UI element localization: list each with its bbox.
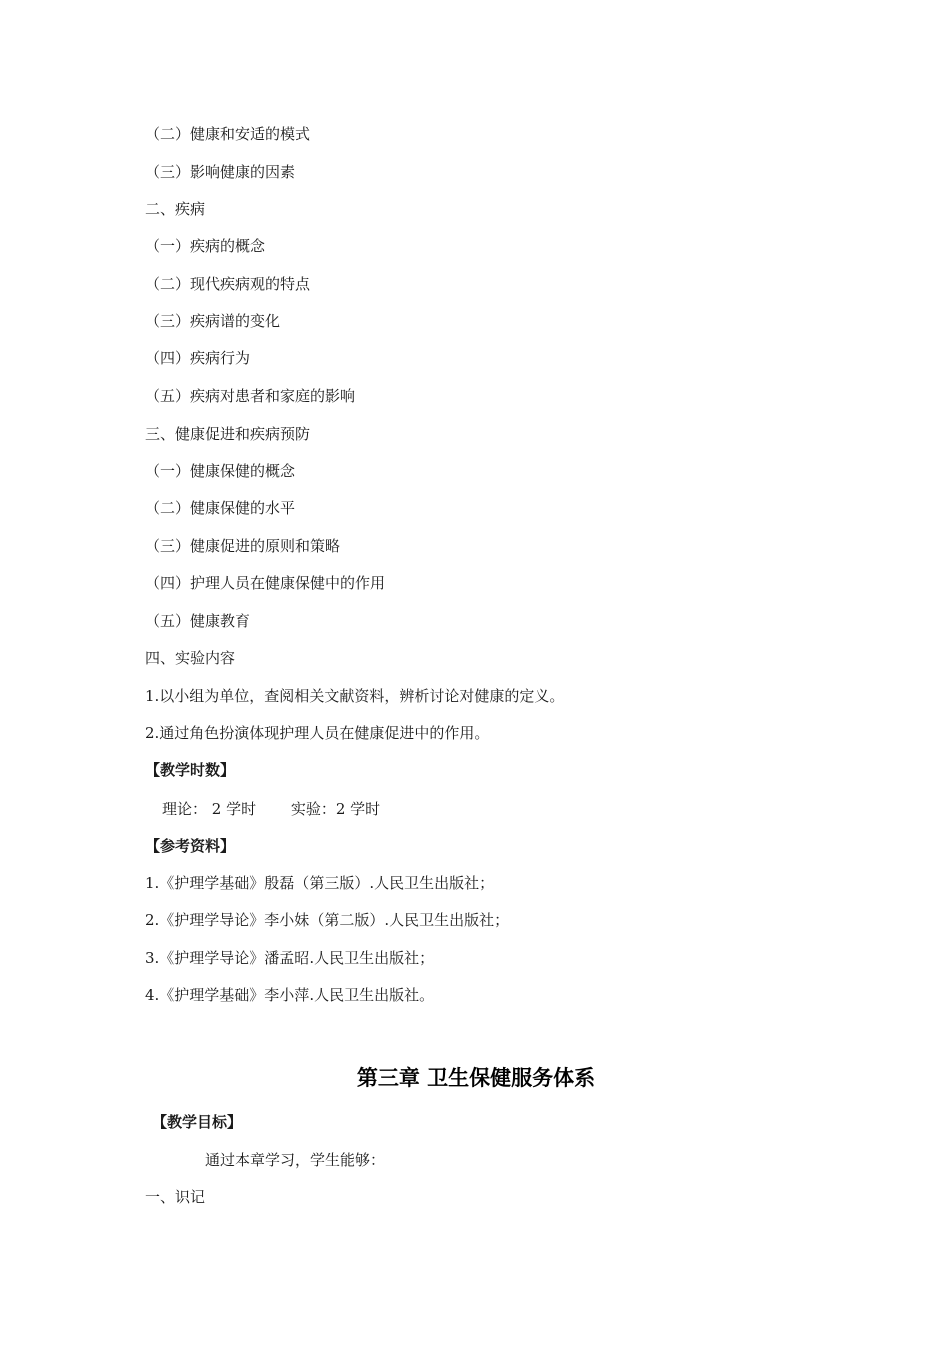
teaching-hours-heading: 【教学时数】 (145, 761, 236, 779)
promotion-item: （四）护理人员在健康保健中的作用 (145, 574, 386, 592)
reference-item: 4.《护理学基础》李小萍.人民卫生出版社。 (145, 986, 435, 1004)
chapter-title: 第三章 卫生保健服务体系 (356, 1066, 596, 1090)
disease-item: （三）疾病谱的变化 (145, 312, 281, 330)
disease-item: （一）疾病的概念 (145, 237, 266, 255)
promotion-item: （二）健康保健的水平 (145, 499, 296, 517)
promotion-item: （一）健康保健的概念 (145, 462, 296, 480)
disease-item: （二）现代疾病观的特点 (145, 275, 311, 293)
experiment-item: 1.以小组为单位，查阅相关文献资料，辨析讨论对健康的定义。 (145, 687, 565, 705)
objectives-heading: 【教学目标】 (152, 1113, 243, 1131)
promotion-heading: 三、健康促进和疾病预防 (145, 425, 311, 443)
promotion-item: （五）健康教育 (145, 612, 251, 630)
experiment-item: 2.通过角色扮演体现护理人员在健康促进中的作用。 (145, 724, 490, 742)
recall-heading: 一、识记 (145, 1188, 206, 1206)
reference-item: 2.《护理学导论》李小妹（第二版）.人民卫生出版社； (145, 911, 510, 929)
teaching-hours-text: 理论： 2 学时 实验：2 学时 (162, 800, 381, 818)
health-item-3: （三）影响健康的因素 (145, 163, 296, 181)
health-item-2: （二）健康和安适的模式 (145, 125, 311, 143)
references-heading: 【参考资料】 (145, 837, 236, 855)
promotion-item: （三）健康促进的原则和策略 (145, 537, 341, 555)
disease-item: （五）疾病对患者和家庭的影响 (145, 387, 356, 405)
disease-item: （四）疾病行为 (145, 349, 251, 367)
reference-item: 1.《护理学基础》殷磊（第三版）.人民卫生出版社； (145, 874, 495, 892)
experiment-heading: 四、实验内容 (145, 649, 236, 667)
reference-item: 3.《护理学导论》潘孟昭.人民卫生出版社； (145, 949, 435, 967)
disease-heading: 二、疾病 (145, 200, 206, 218)
objectives-intro: 通过本章学习，学生能够： (205, 1151, 386, 1169)
